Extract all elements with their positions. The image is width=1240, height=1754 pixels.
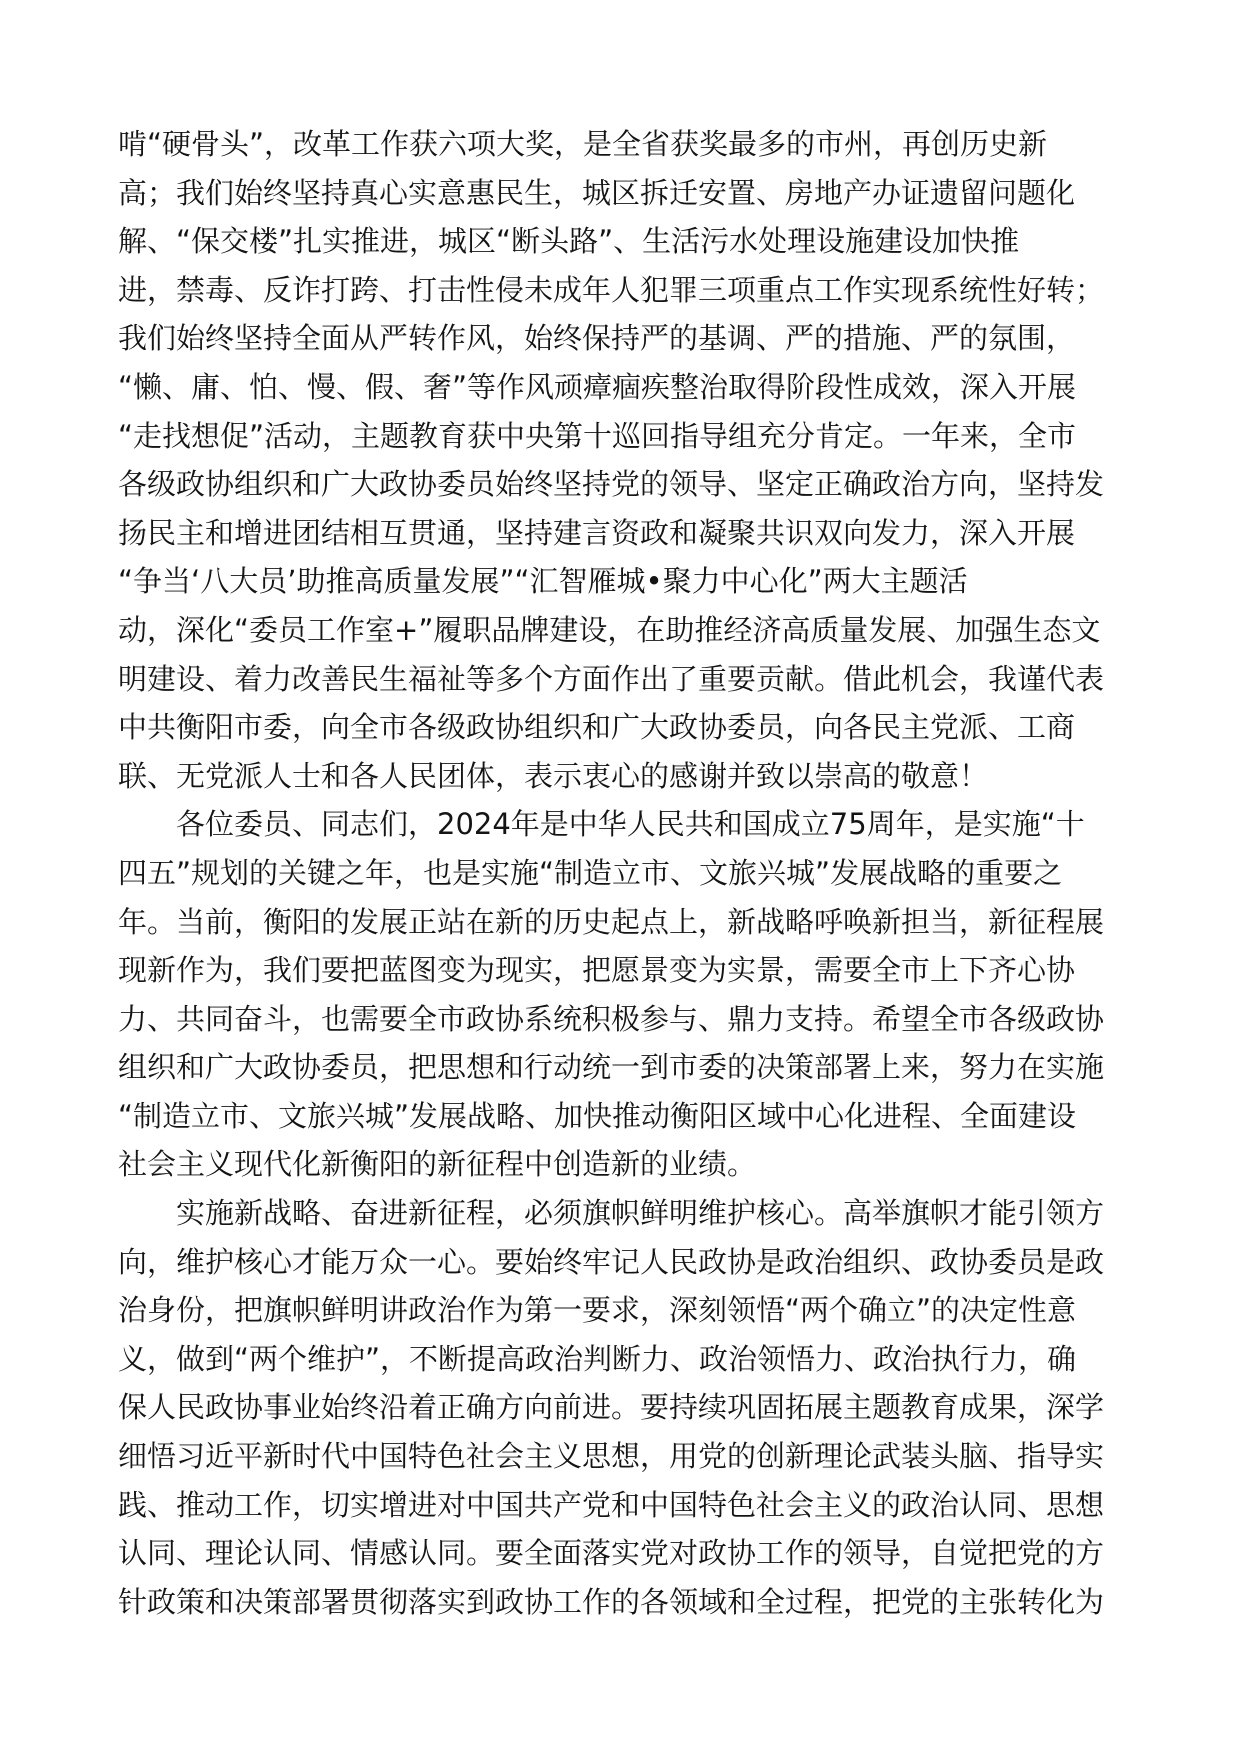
paragraph-greeting: [118, 800, 1128, 1189]
text-line: 联、无党派人士和各人民团体，表示衷心的感谢并致以崇高的敬意！: [118, 758, 989, 793]
text-line: 我们始终坚持全面从严转作风，始终保持严的基调、严的措施、严的氛围，: [118, 321, 1076, 356]
text-line: 义，做到“两个维护”，不断提高政治判断力、政治领悟力、政治执行力，确: [118, 1341, 1077, 1376]
paragraph-core: [118, 1189, 1128, 1626]
text-line: 保人民政协事业始终沿着正确方向前进。要持续巩固拓展主题教育成果，深学: [118, 1390, 1105, 1425]
text-line: “懒、庸、怕、慢、假、奢”等作风顽瘴痼疾整治取得阶段性成效，深入开展: [118, 369, 1077, 404]
text-line: 治身份，把旗帜鲜明讲政治作为第一要求，深刻领悟“两个确立”的决定性意: [118, 1293, 1077, 1328]
text-line: 四五”规划的关键之年，也是实施“制造立市、文旅兴城”发展战略的重要之: [118, 855, 1063, 890]
text-line: 向，维护核心才能万众一心。要始终牢记人民政协是政治组织、政协委员是政: [118, 1244, 1105, 1279]
text-line: 明建设、着力改善民生福祉等多个方面作出了重要贡献。借此机会，我谨代表: [118, 661, 1105, 696]
text-line: 认同、理论认同、情感认同。要全面落实党对政协工作的领导，自觉把党的方: [118, 1536, 1105, 1571]
text-line: 高；我们始终坚持真心实意惠民生，城区拆迁安置、房地产办证遗留问题化: [118, 175, 1076, 210]
document-body: [118, 120, 1128, 1626]
text-line: 进，禁毒、反诈打跨、打击性侵未成年人犯罪三项重点工作实现系统性好转；: [118, 272, 1105, 307]
text-line: 现新作为，我们要把蓝图变为现实，把愿景变为实景，需要全市上下齐心协: [118, 953, 1076, 988]
text-line: 动，深化“委员工作室+”履职品牌建设，在助推经济高质量发展、加强生态文: [118, 612, 1101, 647]
text-line: 力、共同奋斗，也需要全市政协系统积极参与、鼎力支持。希望全市各级政协: [118, 1001, 1105, 1036]
text-line: “走找想促”活动，主题教育获中央第十巡回指导组充分肯定。一年来，全市: [118, 418, 1077, 453]
text-line: 各级政协组织和广大政协委员始终坚持党的领导、坚定正确政治方向，坚持发: [118, 467, 1105, 502]
text-line: 社会主义现代化新衡阳的新征程中创造新的业绩。: [118, 1147, 757, 1182]
text-line: 年。当前，衡阳的发展正站在新的历史起点上，新战略呼唤新担当，新征程展: [118, 904, 1105, 939]
text-line: 实施新战略、奋进新征程，必须旗帜鲜明维护核心。高举旗帜才能引领方: [176, 1196, 1105, 1231]
text-line: “制造立市、文旅兴城”发展战略、加快推动衡阳区域中心化进程、全面建设: [118, 1098, 1077, 1133]
text-line: 解、“保交楼”扎实推进，城区“断头路”、生活污水处理设施建设加快推: [118, 224, 1020, 259]
text-line: 践、推动工作，切实增进对中国共产党和中国特色社会主义的政治认同、思想: [118, 1487, 1105, 1522]
paragraph-continued: [118, 120, 1128, 800]
text-line: 啃“硬骨头”，改革工作获六项大奖，是全省获奖最多的市州，再创历史新: [118, 127, 1048, 161]
text-line: 中共衡阳市委，向全市各级政协组织和广大政协委员，向各民主党派、工商: [118, 710, 1076, 745]
text-line: “争当‘八大员’助推高质量发展”“汇智雁城•聚力中心化”两大主题活: [118, 564, 968, 599]
text-line: 细悟习近平新时代中国特色社会主义思想，用党的创新理论武装头脑、指导实: [118, 1439, 1105, 1474]
text-line: 针政策和决策部署贯彻落实到政协工作的各领域和全过程，把党的主张转化为: [118, 1584, 1105, 1619]
text-line: 各位委员、同志们，2024年是中华人民共和国成立75周年，是实施“十: [176, 807, 1085, 842]
text-line: 组织和广大政协委员，把思想和行动统一到市委的决策部署上来，努力在实施: [118, 1050, 1105, 1085]
text-line: 扬民主和增进团结相互贯通，坚持建言资政和凝聚共识双向发力，深入开展: [118, 515, 1076, 550]
